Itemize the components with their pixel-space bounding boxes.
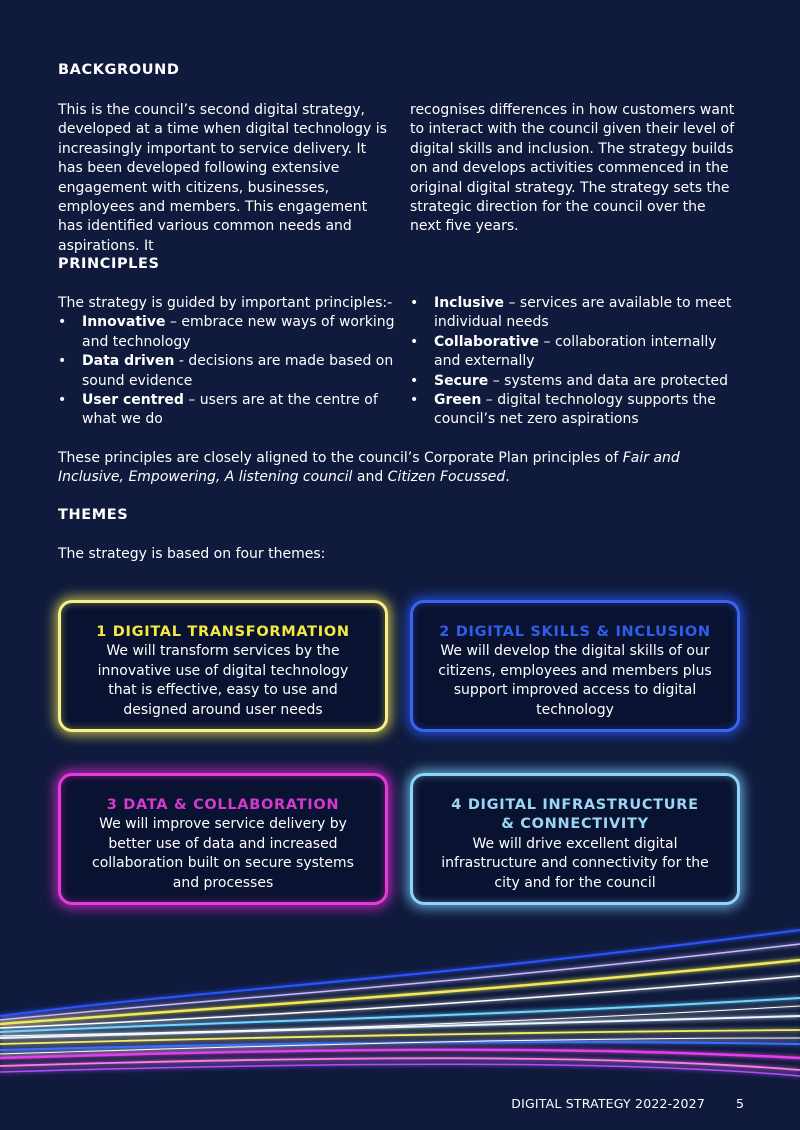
alignment-italic-principles: Fair and Inclusive, Empowering, A listening council [58, 450, 680, 486]
background-column-right [410, 101, 740, 237]
alignment-italic-citizen: Citizen Focussed [387, 469, 506, 486]
principle-item [410, 391, 740, 430]
theme-card-digital-skills [410, 600, 740, 732]
principles-alignment-text [58, 449, 748, 488]
theme-title: 3 DATA & COLLABORATION [106, 797, 340, 813]
background-text-left: This is the council’s second digital strategy, developed at a time when digital technology is increasingly important to service delivery. It has been developed following extensive engagement with citizens, businesses, employees and members. This engagement has identified various common needs and aspirations. It [58, 102, 387, 254]
alignment-and: and [352, 469, 388, 486]
background-text-right: recognises differences in how customers want to interact with the council given their level of digital skills and inclusion. The strategy builds on and develops activities commenced in the original digital strategy. The strategy sets the strategic direction for the council over the next five years. [410, 102, 735, 235]
alignment-end: . [505, 469, 510, 486]
principle-item [410, 333, 740, 372]
theme-title-line2: & CONNECTIVITY [501, 816, 649, 833]
principle-item [410, 372, 740, 391]
principle-desc: – collaboration internally and externally [434, 333, 717, 370]
theme-body: We will transform services by the innovative use of digital technology that is effective, easy to use and designed around user needs [97, 643, 349, 718]
principle-desc: – digital technology supports the council’s net zero aspirations [434, 392, 716, 428]
principles-list-left [58, 313, 398, 429]
light-streaks-decoration [0, 920, 800, 1080]
principles-intro: The strategy is guided by important principles:- [58, 295, 393, 311]
principle-item [58, 391, 398, 430]
principle-item [58, 352, 398, 391]
footer-document-title: DIGITAL STRATEGY 2022-2027 [511, 1096, 705, 1111]
principles-column-right [410, 294, 740, 430]
principle-item [410, 294, 740, 333]
themes-heading: THEMES [58, 507, 129, 523]
principle-desc: – embrace new ways of working and technology [82, 314, 395, 350]
principle-desc: – services are available to meet individual needs [434, 295, 732, 331]
background-column-left [58, 101, 393, 256]
theme-card-digital-transformation [58, 600, 388, 732]
theme-card-data-collaboration [58, 773, 388, 905]
theme-title: 1 DIGITAL TRANSFORMATION [96, 624, 350, 640]
principle-item [58, 313, 398, 352]
principle-term: Collaborative [434, 333, 540, 350]
themes-intro: The strategy is based on four themes: [58, 546, 326, 562]
principle-term: Secure [434, 372, 489, 389]
theme-title: 2 DIGITAL SKILLS & INCLUSION [439, 624, 711, 640]
principle-desc: - decisions are made based on sound evidence [82, 353, 394, 389]
alignment-prefix: These principles are closely aligned to the council’s Corporate Plan principles of [58, 450, 623, 466]
principle-term: Innovative [82, 314, 166, 331]
principle-term: Inclusive [434, 295, 504, 311]
principle-desc: – systems and data are protected [488, 372, 729, 389]
principle-term: Data driven [82, 353, 175, 370]
theme-card-digital-infrastructure [410, 773, 740, 905]
principle-term: User centred [82, 392, 184, 409]
principles-list-right [410, 294, 740, 430]
principle-term: Green [434, 392, 482, 409]
background-heading: BACKGROUND [58, 62, 180, 78]
principles-column-left [58, 294, 398, 430]
principle-desc: – users are at the centre of what we do [82, 392, 378, 428]
theme-body: We will drive excellent digital infrastructure and connectivity for the city and for the council [441, 835, 709, 891]
theme-body: We will improve service delivery by better use of data and increased collaboration built on secure systems and processes [92, 816, 354, 891]
theme-title-line1: 4 DIGITAL INFRASTRUCTURE [451, 797, 699, 813]
theme-body: We will develop the digital skills of our citizens, employees and members plus support improved access to digital technology [438, 643, 712, 718]
principles-heading: PRINCIPLES [58, 256, 160, 272]
footer-page-number: 5 [736, 1096, 744, 1111]
